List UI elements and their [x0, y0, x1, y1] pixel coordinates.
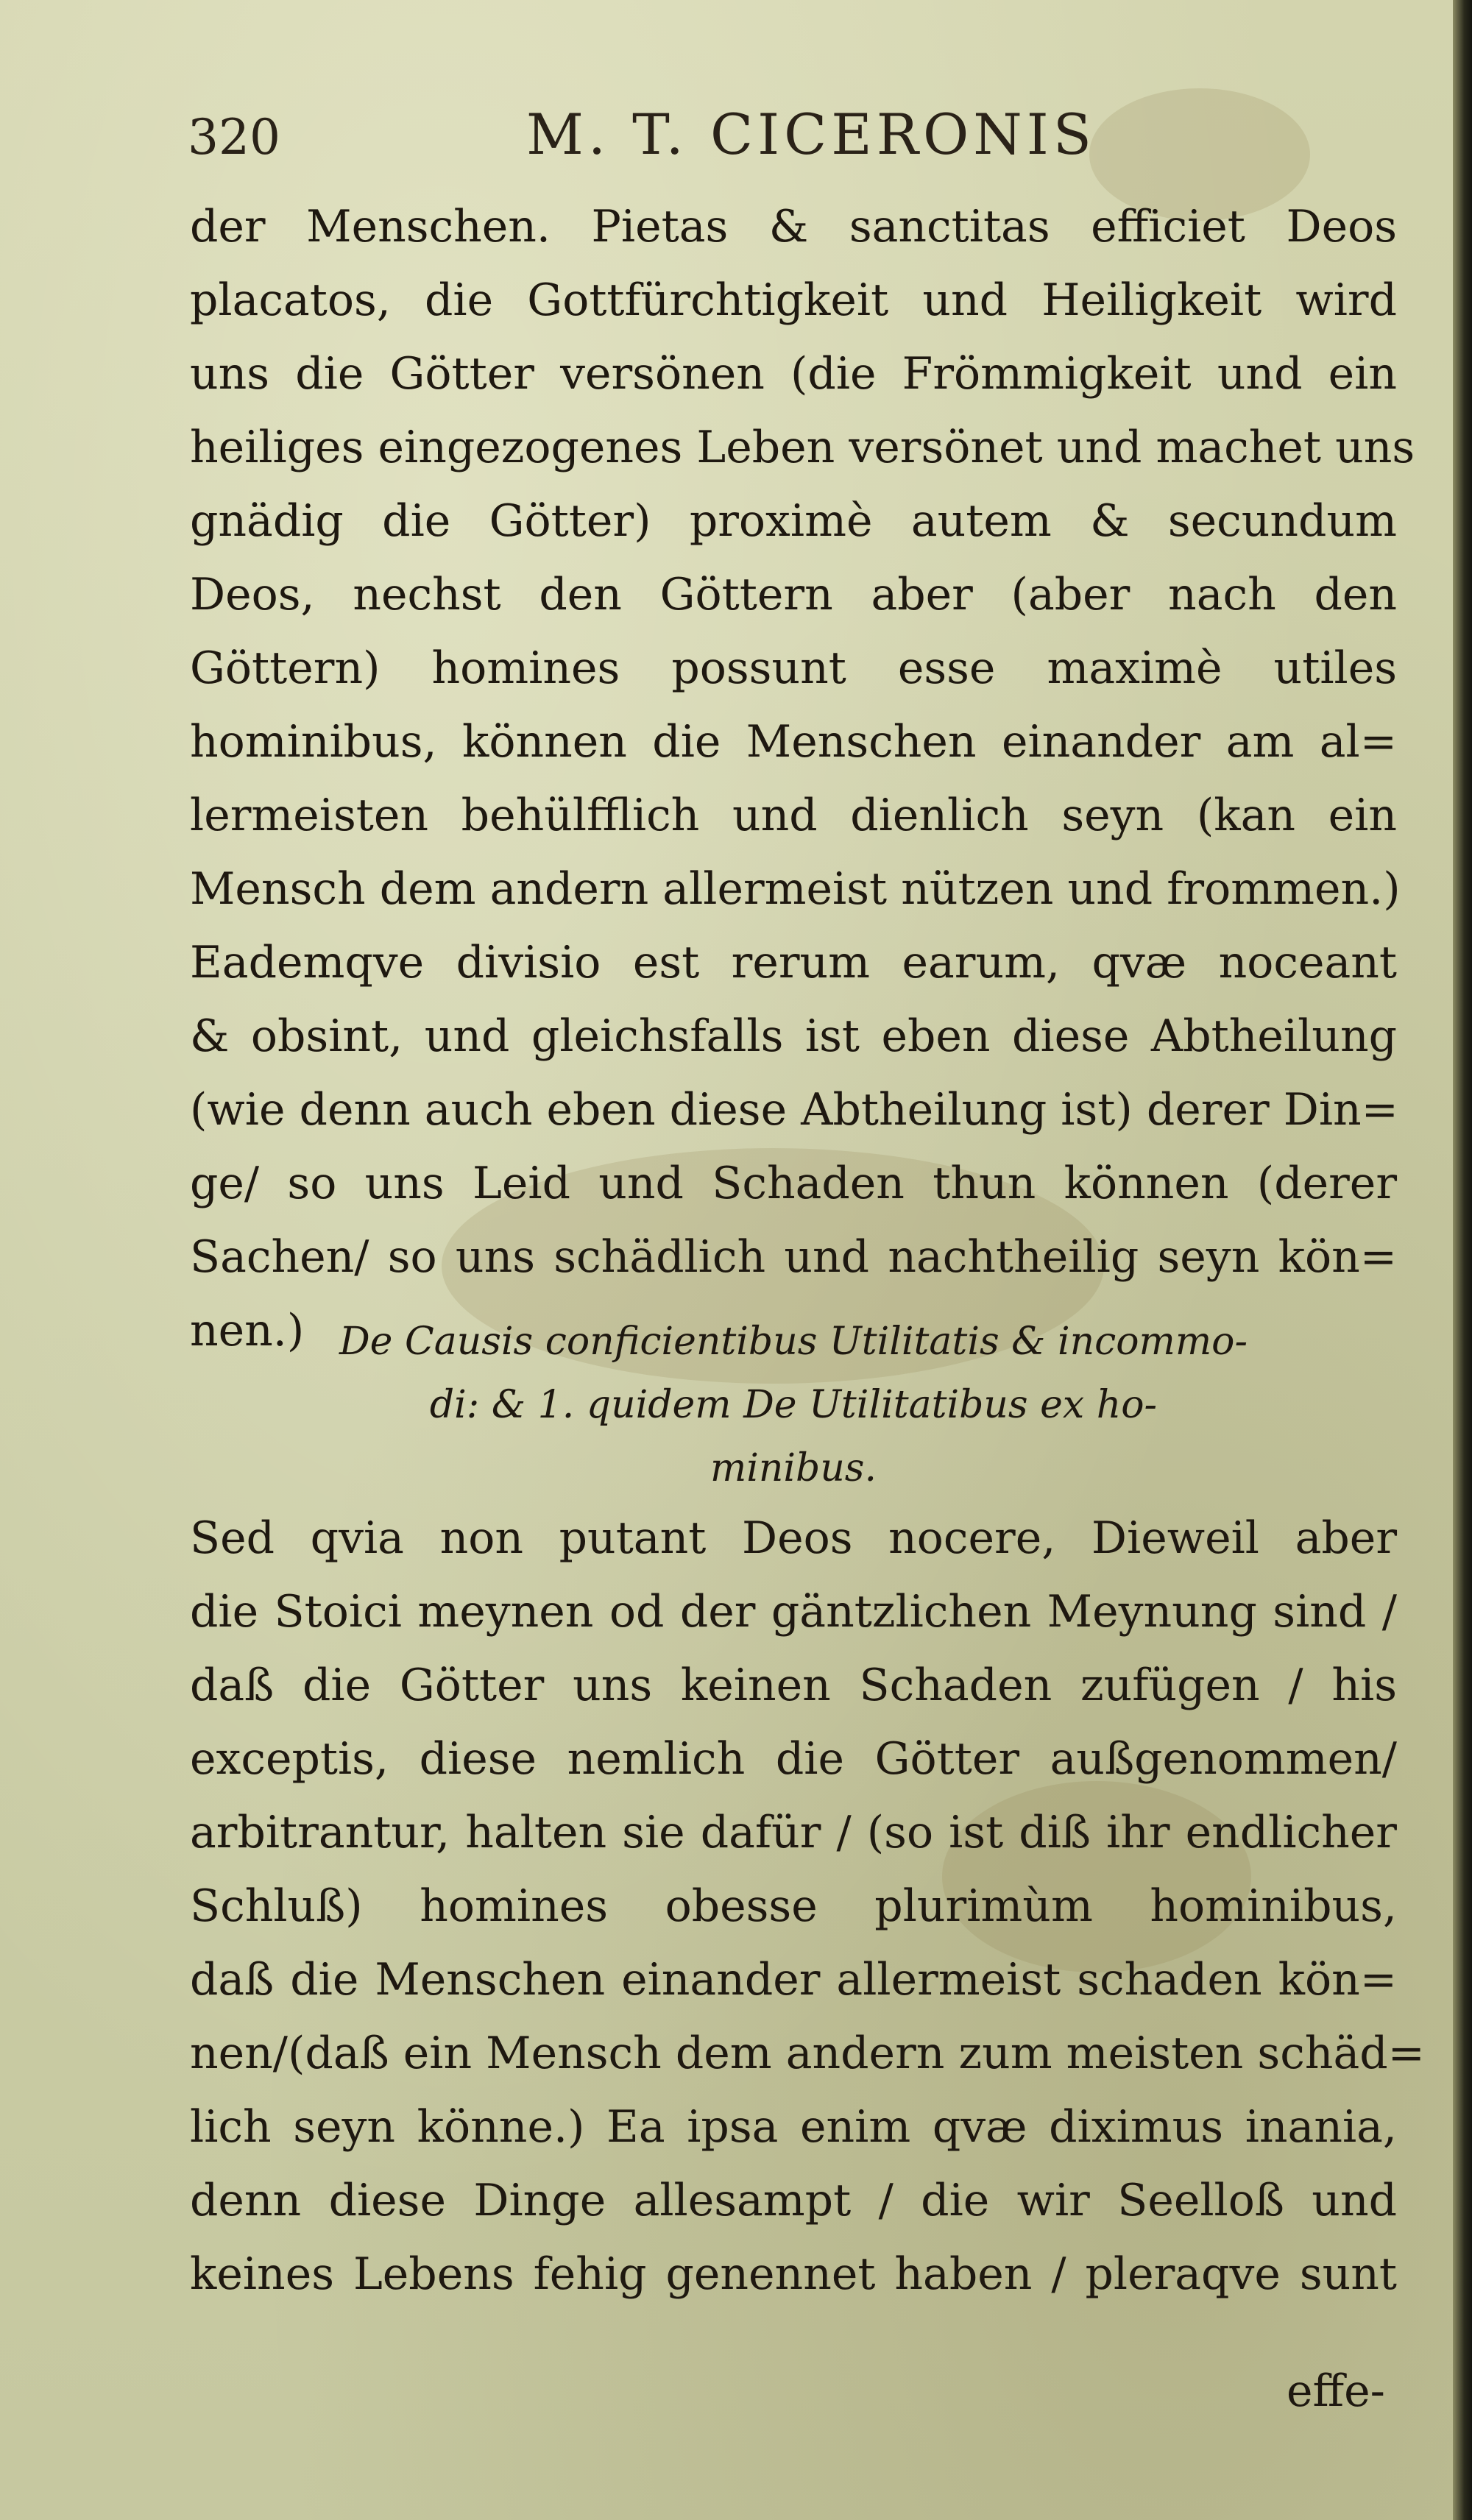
text-line: Eademqve divisio est rerum earum, qvæ noceant [190, 937, 1397, 988]
text-line: hominibus, können die Menschen einander am al= [190, 716, 1397, 768]
text-line: nen/(daß ein Mensch dem andern zum meisten schäd= [190, 2028, 1425, 2079]
text-line: nen.) [190, 1305, 305, 1356]
text-line: arbitrantur, halten sie dafür / (so ist diß ihr endlicher [190, 1807, 1397, 1858]
page-number: 320 [188, 109, 280, 166]
text-line: die Stoici meynen od der gäntzlichen Meynung sind / [190, 1586, 1397, 1638]
text-line: lich seyn könne.) Ea ipsa enim qvæ diximus inania, [190, 2101, 1397, 2153]
section-heading-line: di: & 1. quidem De Utilitatibus ex ho- [429, 1383, 1158, 1427]
body-text-bottom [190, 1501, 1425, 2311]
text-line: keines Lebens fehig genennet haben / pleraqve sunt [190, 2248, 1397, 2300]
text-line: exceptis, diese nemlich die Götter außgenommen/ [190, 1733, 1397, 1785]
text-line: Schluß) homines obesse plurimùm hominibus, [190, 1880, 1397, 1932]
text-line: Deos, nechst den Göttern aber (aber nach den [190, 569, 1397, 620]
text-line: daß die Götter uns keinen Schaden zufügen / his [190, 1660, 1397, 1711]
section-heading-line: minibus. [710, 1446, 877, 1490]
text-line: heiliges eingezogenes Leben versönet und machet uns [190, 422, 1415, 473]
section-heading [190, 1310, 1397, 1500]
text-line: denn diese Dinge allesampt / die wir Seelloß und [190, 2175, 1397, 2226]
text-line: Sachen/ so uns schädlich und nachtheilig seyn kön= [190, 1231, 1397, 1283]
catchword: effe- [1287, 2365, 1385, 2417]
text-line: (wie denn auch eben diese Abtheilung ist) derer Din= [190, 1084, 1398, 1136]
text-line: gnädig die Götter) proximè autem & secundum [190, 495, 1397, 547]
text-line: lermeisten behülfflich und dienlich seyn (kan ein [190, 790, 1397, 841]
text-line: ge/ so uns Leid und Schaden thun können (derer [190, 1158, 1397, 1209]
text-line: daß die Menschen einander allermeist schaden kön= [190, 1954, 1397, 2006]
text-line: Mensch dem andern allermeist nützen und frommen.) [190, 863, 1401, 915]
text-line: placatos, die Gottfürchtigkeit und Heiligkeit wird [190, 275, 1397, 326]
text-line: Sed qvia non putant Deos nocere, Dieweil aber [190, 1512, 1397, 1564]
body-text-top [190, 190, 1415, 1367]
text-line: & obsint, und gleichsfalls ist eben diese Abtheilung [190, 1011, 1397, 1062]
page-edge-shadow [1453, 0, 1472, 2520]
text-line: der Menschen. Pietas & sanctitas efficiet Deos [190, 201, 1397, 252]
text-line: Göttern) homines possunt esse maximè utiles [190, 643, 1397, 694]
running-title: M. T. CICERONIS [526, 102, 1096, 167]
text-line: uns die Götter versönen (die Frömmigkeit und ein [190, 348, 1397, 400]
section-heading-line: De Causis conficientibus Utilitatis & incommo- [339, 1320, 1248, 1364]
